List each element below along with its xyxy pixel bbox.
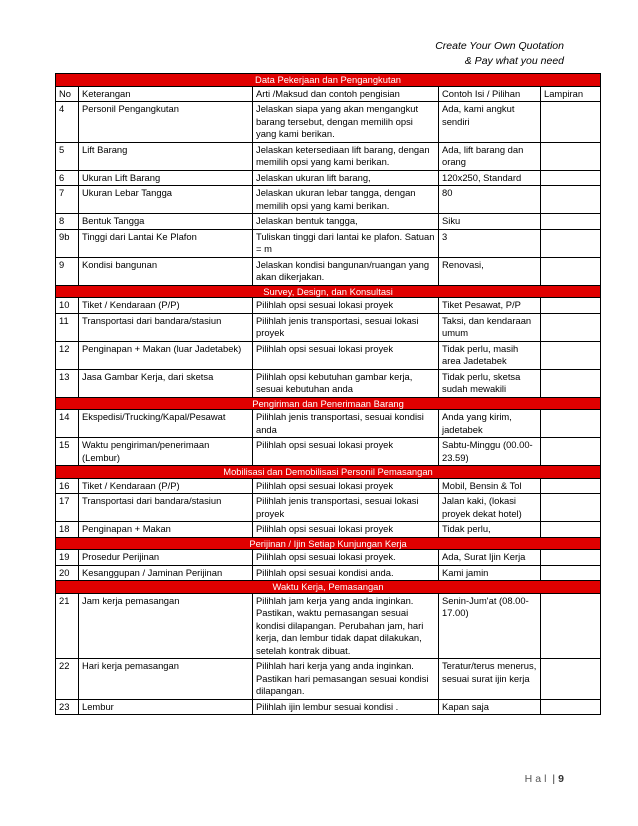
cell-no: 5 — [56, 142, 79, 170]
table-row — [56, 659, 601, 700]
cell-keterangan: Personil Pengangkutan — [79, 102, 253, 143]
cell-arti: Pilihlah opsi sesuai lokasi proyek — [253, 478, 439, 494]
cell-contoh: Mobil, Bensin & Tol — [439, 478, 541, 494]
column-header-arti: Arti /Maksud dan contoh pengisian — [253, 86, 439, 102]
cell-keterangan: Transportasi dari bandara/stasiun — [79, 494, 253, 522]
section-title: Survey, Design, dan Konsultasi — [56, 285, 601, 298]
cell-lampiran — [541, 438, 601, 466]
cell-keterangan: Transportasi dari bandara/stasiun — [79, 313, 253, 341]
cell-arti: Pilihlah opsi kebutuhan gambar kerja, sesuai kebutuhan anda — [253, 369, 439, 397]
quotation-table — [55, 73, 601, 715]
table-row — [56, 369, 601, 397]
cell-contoh: Taksi, dan kendaraan umum — [439, 313, 541, 341]
section-title: Pengiriman dan Penerimaan Barang — [56, 397, 601, 410]
cell-arti: Pilihlah jam kerja yang anda inginkan. Pastikan, waktu pemasangan sesuai kondisi dilapangan. Perubahan jam, hari kerja, dan lembur tidak dapat dilakukan, setelah kontrak dibuat. — [253, 593, 439, 659]
page-separator: | — [552, 773, 556, 785]
cell-keterangan: Kondisi bangunan — [79, 257, 253, 285]
cell-arti: Jelaskan ketersediaan lift barang, dengan memilih opsi yang kami berikan. — [253, 142, 439, 170]
cell-no: 6 — [56, 170, 79, 186]
cell-arti: Jelaskan bentuk tangga, — [253, 214, 439, 230]
page-number: 9 — [558, 773, 564, 785]
cell-arti: Pilihlah jenis transportasi, sesuai lokasi proyek — [253, 494, 439, 522]
cell-no: 12 — [56, 341, 79, 369]
column-header-contoh: Contoh Isi / Pilihan — [439, 86, 541, 102]
table-row — [56, 186, 601, 214]
cell-keterangan: Lift Barang — [79, 142, 253, 170]
header-line-1: Create Your Own Quotation — [435, 40, 564, 52]
cell-arti: Jelaskan ukuran lebar tangga, dengan memilih opsi yang kami berikan. — [253, 186, 439, 214]
cell-arti: Pilihlah opsi sesuai lokasi proyek — [253, 298, 439, 314]
cell-lampiran — [541, 102, 601, 143]
table-row — [56, 170, 601, 186]
cell-lampiran — [541, 142, 601, 170]
table-body — [56, 102, 601, 715]
cell-no: 19 — [56, 550, 79, 566]
cell-keterangan: Tiket / Kendaraan (P/P) — [79, 478, 253, 494]
header-line-2: & Pay what you need — [464, 55, 564, 67]
section-row — [56, 581, 601, 594]
cell-lampiran — [541, 369, 601, 397]
table-row — [56, 699, 601, 715]
table-row — [56, 142, 601, 170]
table-row — [56, 593, 601, 659]
cell-arti: Pilihlah jenis transportasi, sesuai lokasi proyek — [253, 313, 439, 341]
cell-contoh: Ada, Surat Ijin Kerja — [439, 550, 541, 566]
cell-lampiran — [541, 214, 601, 230]
cell-contoh: Ada, lift barang dan orang — [439, 142, 541, 170]
section-title: Mobilisasi dan Demobilisasi Personil Pemasangan — [56, 466, 601, 479]
cell-arti: Tuliskan tinggi dari lantai ke plafon. Satuan = m — [253, 229, 439, 257]
cell-arti: Pilihlah opsi sesuai lokasi proyek — [253, 522, 439, 538]
cell-contoh: Tidak perlu, masih area Jadetabek — [439, 341, 541, 369]
cell-no: 23 — [56, 699, 79, 715]
cell-keterangan: Waktu pengiriman/penerimaan (Lembur) — [79, 438, 253, 466]
cell-no: 9b — [56, 229, 79, 257]
section-title: Data Pekerjaan dan Pengangkutan — [56, 74, 601, 87]
cell-arti: Pilihlah opsi sesuai lokasi proyek — [253, 438, 439, 466]
cell-lampiran — [541, 494, 601, 522]
section-row — [56, 397, 601, 410]
cell-no: 17 — [56, 494, 79, 522]
cell-keterangan: Bentuk Tangga — [79, 214, 253, 230]
cell-no: 13 — [56, 369, 79, 397]
cell-no: 20 — [56, 565, 79, 581]
cell-arti: Jelaskan ukuran lift barang, — [253, 170, 439, 186]
cell-contoh: Senin-Jum'at (08.00-17.00) — [439, 593, 541, 659]
cell-keterangan: Ukuran Lebar Tangga — [79, 186, 253, 214]
cell-no: 21 — [56, 593, 79, 659]
cell-keterangan: Ekspedisi/Trucking/Kapal/Pesawat — [79, 410, 253, 438]
cell-lampiran — [541, 522, 601, 538]
cell-keterangan: Kesanggupan / Jaminan Perijinan — [79, 565, 253, 581]
table-row — [56, 214, 601, 230]
cell-contoh: Renovasi, — [439, 257, 541, 285]
cell-keterangan: Ukuran Lift Barang — [79, 170, 253, 186]
cell-contoh: Tidak perlu, sketsa sudah mewakili — [439, 369, 541, 397]
cell-lampiran — [541, 565, 601, 581]
cell-lampiran — [541, 699, 601, 715]
cell-keterangan: Penginapan + Makan — [79, 522, 253, 538]
cell-no: 22 — [56, 659, 79, 700]
cell-contoh: Teratur/terus menerus, sesuai surat ijin kerja — [439, 659, 541, 700]
cell-contoh: Tiket Pesawat, P/P — [439, 298, 541, 314]
column-header-keterangan: Keterangan — [79, 86, 253, 102]
cell-lampiran — [541, 186, 601, 214]
table-row — [56, 257, 601, 285]
section-row — [56, 74, 601, 87]
table-row — [56, 565, 601, 581]
cell-no: 8 — [56, 214, 79, 230]
cell-lampiran — [541, 550, 601, 566]
cell-no: 9 — [56, 257, 79, 285]
cell-keterangan: Lembur — [79, 699, 253, 715]
cell-keterangan: Hari kerja pemasangan — [79, 659, 253, 700]
cell-no: 11 — [56, 313, 79, 341]
cell-lampiran — [541, 257, 601, 285]
table-row — [56, 102, 601, 143]
cell-no: 16 — [56, 478, 79, 494]
cell-arti: Pilihlah opsi sesuai lokasi proyek — [253, 341, 439, 369]
cell-contoh: 120x250, Standard — [439, 170, 541, 186]
cell-lampiran — [541, 229, 601, 257]
page-label: Hal — [524, 773, 550, 785]
table-row — [56, 341, 601, 369]
cell-keterangan: Jam kerja pemasangan — [79, 593, 253, 659]
column-header-lampiran: Lampiran — [541, 86, 601, 102]
cell-arti: Pilihlah opsi sesuai kondisi anda. — [253, 565, 439, 581]
cell-contoh: Sabtu-Minggu (00.00-23.59) — [439, 438, 541, 466]
table-row — [56, 522, 601, 538]
table-row — [56, 478, 601, 494]
cell-no: 10 — [56, 298, 79, 314]
cell-no: 4 — [56, 102, 79, 143]
cell-contoh: 80 — [439, 186, 541, 214]
cell-no: 14 — [56, 410, 79, 438]
cell-contoh: Tidak perlu, — [439, 522, 541, 538]
table-row — [56, 229, 601, 257]
cell-contoh: Jalan kaki, (lokasi proyek dekat hotel) — [439, 494, 541, 522]
column-header-no: No — [56, 86, 79, 102]
section-row — [56, 537, 601, 550]
section-title: Waktu Kerja, Pemasangan — [56, 581, 601, 594]
table-row — [56, 313, 601, 341]
table-row — [56, 298, 601, 314]
cell-lampiran — [541, 313, 601, 341]
cell-no: 7 — [56, 186, 79, 214]
section-row — [56, 285, 601, 298]
cell-arti: Jelaskan kondisi bangunan/ruangan yang akan dikerjakan. — [253, 257, 439, 285]
section-row — [56, 466, 601, 479]
cell-arti: Jelaskan siapa yang akan mengangkut barang tersebut, dengan memilih opsi yang kami berikan. — [253, 102, 439, 143]
section-title: Perijinan / Ijin Setiap Kunjungan Kerja — [56, 537, 601, 550]
cell-contoh: Anda yang kirim, jadetabek — [439, 410, 541, 438]
cell-keterangan: Tinggi dari Lantai Ke Plafon — [79, 229, 253, 257]
cell-arti: Pilihlah opsi sesuai lokasi proyek. — [253, 550, 439, 566]
cell-keterangan: Jasa Gambar Kerja, dari sketsa — [79, 369, 253, 397]
cell-keterangan: Penginapan + Makan (luar Jadetabek) — [79, 341, 253, 369]
cell-arti: Pilihlah hari kerja yang anda inginkan. Pastikan hari pemasangan sesuai kondisi dilapangan. — [253, 659, 439, 700]
cell-contoh: 3 — [439, 229, 541, 257]
cell-lampiran — [541, 593, 601, 659]
cell-lampiran — [541, 659, 601, 700]
column-header-row — [56, 86, 601, 102]
cell-no: 15 — [56, 438, 79, 466]
cell-contoh: Kapan saja — [439, 699, 541, 715]
cell-lampiran — [541, 410, 601, 438]
table-row — [56, 438, 601, 466]
cell-keterangan: Prosedur Perijinan — [79, 550, 253, 566]
cell-lampiran — [541, 170, 601, 186]
cell-lampiran — [541, 341, 601, 369]
document-header — [435, 39, 564, 69]
cell-arti: Pilihlah ijin lembur sesuai kondisi . — [253, 699, 439, 715]
cell-no: 18 — [56, 522, 79, 538]
cell-keterangan: Tiket / Kendaraan (P/P) — [79, 298, 253, 314]
table-row — [56, 494, 601, 522]
cell-contoh: Siku — [439, 214, 541, 230]
table-row — [56, 550, 601, 566]
table-row — [56, 410, 601, 438]
cell-lampiran — [541, 478, 601, 494]
cell-arti: Pilihlah jenis transportasi, sesuai kondisi anda — [253, 410, 439, 438]
cell-contoh: Kami jamin — [439, 565, 541, 581]
page-footer — [525, 773, 564, 785]
cell-contoh: Ada, kami angkut sendiri — [439, 102, 541, 143]
cell-lampiran — [541, 298, 601, 314]
